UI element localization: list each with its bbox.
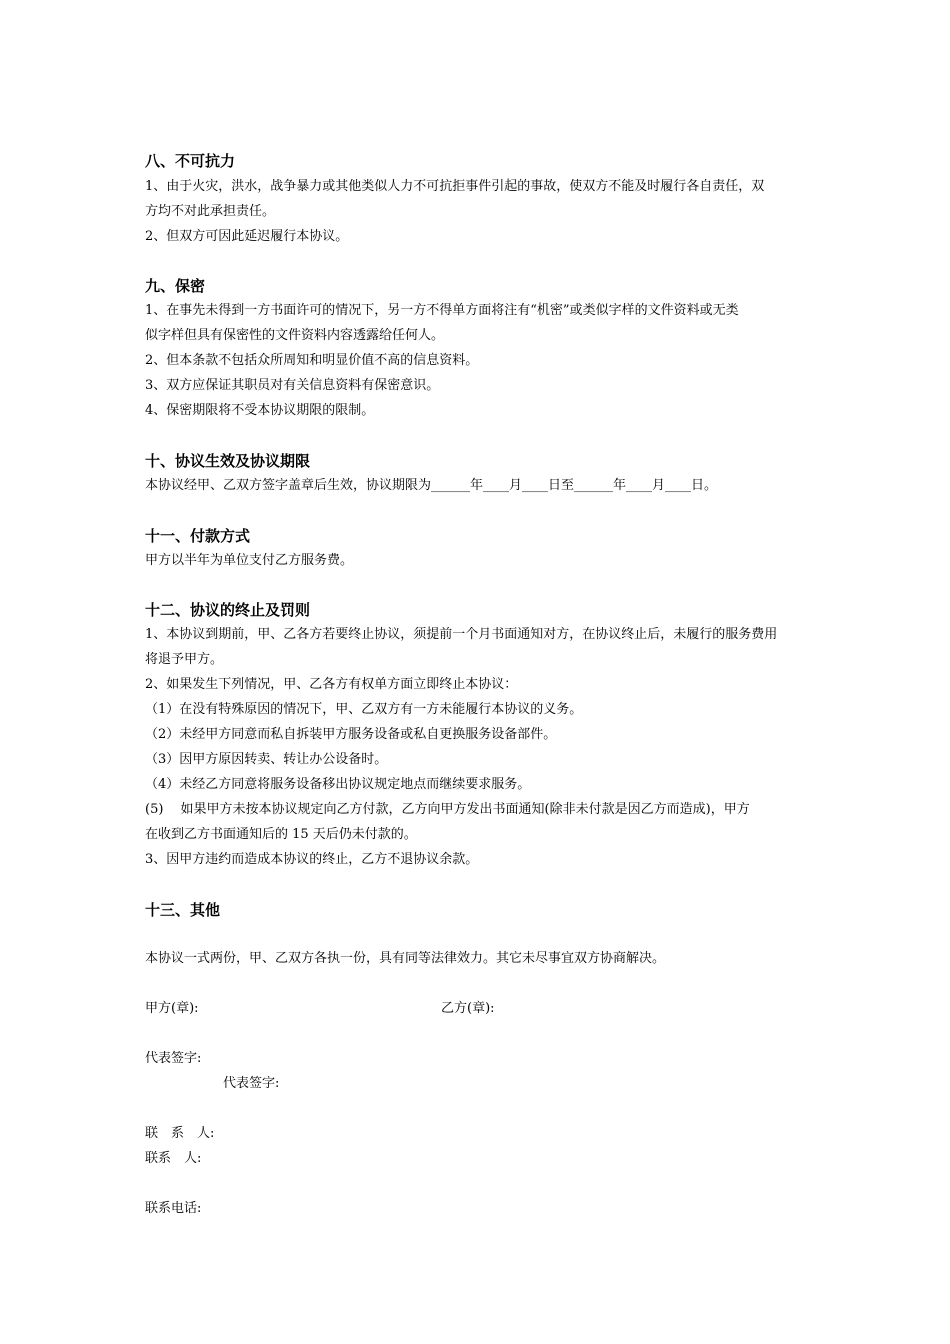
list-item: (5) 如果甲方未按本协议规定向乙方付款，乙方向甲方发出书面通知(除非未付款是因乙方而造成)，甲方 bbox=[145, 802, 750, 817]
party-a-contact-label: 联 系 人: bbox=[145, 1126, 215, 1141]
party-b-seal-label: 乙方(章): bbox=[441, 1001, 495, 1016]
section-heading-confidentiality: 九、保密 bbox=[145, 277, 206, 295]
party-b-representative-label: 代表签字: bbox=[223, 1076, 280, 1091]
party-a-seal-label: 甲方(章): bbox=[145, 1001, 199, 1016]
paragraph: 1、在事先未得到一方书面许可的情况下，另一方不得单方面将注有“机密”或类似字样的文件资料或无类 bbox=[145, 303, 739, 318]
paragraph: 甲方以半年为单位支付乙方服务费。 bbox=[145, 553, 354, 568]
list-item: （3）因甲方原因转卖、转让办公设备时。 bbox=[145, 752, 388, 767]
list-item: （2）未经甲方同意而私自拆装甲方服务设备或私自更换服务设备部件。 bbox=[145, 727, 557, 742]
section-heading-other: 十三、其他 bbox=[145, 901, 221, 919]
paragraph: 2、如果发生下列情况，甲、乙各方有权单方面立即终止本协议： bbox=[145, 677, 518, 692]
paragraph: 2、但双方可因此延迟履行本协议。 bbox=[145, 229, 349, 244]
paragraph: 方均不对此承担责任。 bbox=[145, 204, 276, 219]
paragraph: 1、本协议到期前，甲、乙各方若要终止协议，须提前一个月书面通知对方，在协议终止后，未履行的服务费用 bbox=[145, 627, 778, 642]
list-item: 在收到乙方书面通知后的 15 天后仍未付款的。 bbox=[145, 827, 417, 842]
paragraph: 3、因甲方违约而造成本协议的终止，乙方不退协议余款。 bbox=[145, 852, 479, 867]
section-heading-payment: 十一、付款方式 bbox=[145, 527, 251, 545]
paragraph: 2、但本条款不包括众所周知和明显价值不高的信息资料。 bbox=[145, 353, 479, 368]
contact-phone-label: 联系电话: bbox=[145, 1201, 202, 1216]
section-heading-force-majeure: 八、不可抗力 bbox=[145, 152, 236, 170]
party-a-representative-label: 代表签字: bbox=[145, 1051, 202, 1066]
paragraph: 似字样但具有保密性的文件资料内容透露给任何人。 bbox=[145, 328, 445, 343]
list-item: （4）未经乙方同意将服务设备移出协议规定地点而继续要求服务。 bbox=[145, 777, 531, 792]
paragraph: 1、由于火灾，洪水，战争暴力或其他类似人力不可抗拒事件引起的事故，使双方不能及时履行各自责任，双 bbox=[145, 179, 765, 194]
paragraph: 将退予甲方。 bbox=[145, 652, 224, 667]
paragraph: 本协议经甲、乙双方签字盖章后生效，协议期限为______年____月____日至______年____月____日。 bbox=[145, 478, 718, 493]
paragraph: 4、保密期限将不受本协议期限的限制。 bbox=[145, 403, 375, 418]
section-heading-termination: 十二、协议的终止及罚则 bbox=[145, 601, 311, 619]
paragraph: 3、双方应保证其职员对有关信息资料有保密意识。 bbox=[145, 378, 440, 393]
paragraph: 本协议一式两份，甲、乙双方各执一份，具有同等法律效力。其它未尽事宜双方协商解决。 bbox=[145, 951, 666, 966]
list-item: （1）在没有特殊原因的情况下，甲、乙双方有一方未能履行本协议的义务。 bbox=[145, 702, 583, 717]
section-heading-term: 十、协议生效及协议期限 bbox=[145, 452, 311, 470]
party-b-contact-label: 联系 人: bbox=[145, 1151, 202, 1166]
